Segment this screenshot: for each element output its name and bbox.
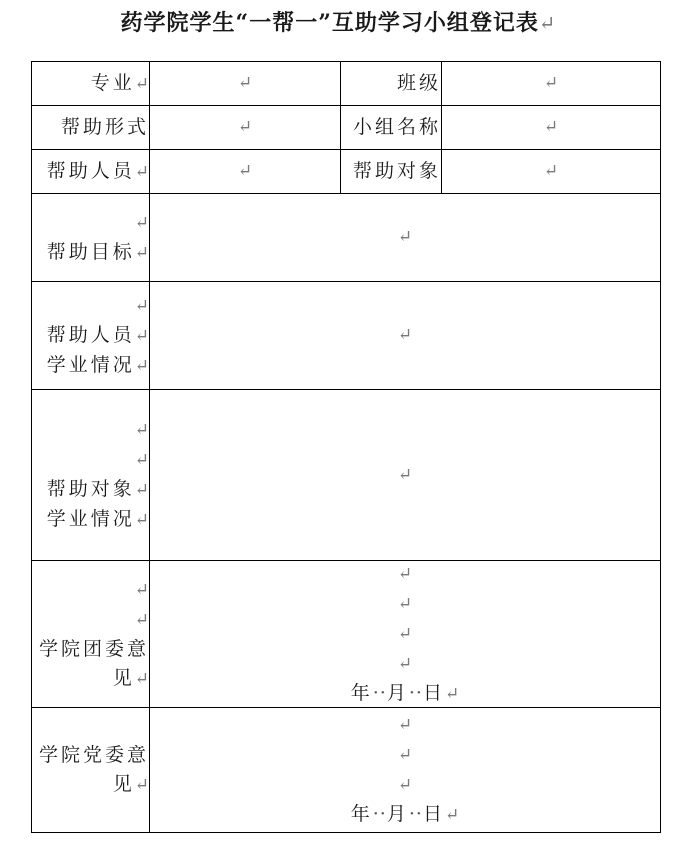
helpee-label: 帮助对象	[352, 160, 441, 182]
youth-league-opinion-label-line1: 学院团委意	[38, 637, 149, 660]
helpee-label-cell	[341, 150, 441, 193]
paragraph-mark-icon: ↵	[134, 420, 149, 440]
youth-league-opinion-label-line2: 见	[112, 666, 135, 689]
major-value-cell[interactable]	[150, 62, 340, 105]
date-line	[351, 679, 459, 709]
paragraph-mark-icon: ↵	[397, 624, 413, 644]
paragraph-mark-icon: ↵	[134, 73, 149, 94]
helper-academic-label-line1: 帮助人员	[46, 323, 135, 346]
paragraph-mark-icon: ↵	[134, 668, 149, 689]
date-year: 年	[350, 803, 373, 825]
paragraph-mark-icon: ↵	[237, 117, 253, 137]
paragraph-mark-icon: ↵	[134, 510, 149, 530]
paragraph-mark-icon: ↵	[397, 745, 413, 765]
date-separator: ··	[408, 682, 423, 704]
paragraph-mark-icon: ↵	[134, 161, 149, 182]
paragraph-mark-icon: ↵	[397, 715, 413, 735]
paragraph-mark-icon: ↵	[543, 73, 559, 93]
paragraph-mark-icon: ↵	[237, 73, 253, 93]
party-committee-opinion-value-cell[interactable]	[150, 708, 660, 832]
party-committee-opinion-label-cell	[32, 708, 149, 832]
help-form-value-cell[interactable]	[150, 106, 340, 149]
date-separator: ··	[372, 803, 387, 825]
paragraph-mark-icon: ↵	[397, 464, 413, 485]
date-month: 月	[386, 803, 409, 825]
paragraph-mark-icon: ↵	[397, 654, 413, 674]
major-label: 专业	[90, 71, 135, 94]
table-border-right	[660, 61, 661, 833]
group-name-label: 小组名称	[352, 116, 441, 138]
class-label-cell	[341, 62, 441, 105]
paragraph-mark-icon: ↵	[397, 564, 413, 584]
paragraph-mark-icon: ↵	[134, 579, 149, 600]
paragraph-mark-icon: ↵	[444, 805, 460, 825]
date-year: 年	[350, 682, 373, 704]
help-form-label: 帮助形式	[60, 116, 149, 138]
major-label-cell	[32, 62, 149, 105]
paragraph-mark-icon: ↵	[134, 450, 149, 470]
helper-academic-value-cell[interactable]	[150, 282, 660, 389]
paragraph-mark-icon: ↵	[134, 212, 149, 233]
helpee-academic-label-line2: 学业情况	[46, 508, 135, 530]
paragraph-mark-icon: ↵	[134, 295, 149, 316]
paragraph-mark-icon: ↵	[134, 480, 149, 500]
table-border-bottom	[31, 832, 661, 833]
paragraph-mark-icon: ↵	[134, 774, 149, 795]
paragraph-mark-icon: ↵	[134, 325, 149, 346]
date-day: 日	[422, 803, 445, 825]
helpee-academic-label-cell	[32, 390, 149, 560]
paragraph-mark-icon: ↵	[397, 325, 413, 345]
help-goal-label: 帮助目标	[46, 240, 135, 263]
youth-league-opinion-value-cell[interactable]	[150, 561, 660, 707]
paragraph-mark-icon: ↵	[397, 594, 413, 614]
helper-academic-label-cell	[32, 282, 149, 389]
helper-label: 帮助人员	[46, 159, 135, 182]
date-separator: ··	[372, 682, 387, 704]
help-goal-value-cell[interactable]	[150, 194, 660, 281]
youth-league-opinion-label-cell	[32, 561, 149, 707]
paragraph-mark-icon: ↵	[134, 242, 149, 263]
paragraph-mark-icon: ↵	[134, 609, 149, 630]
group-name-label-cell	[341, 106, 441, 149]
help-form-label-cell	[32, 106, 149, 149]
paragraph-mark-icon: ↵	[538, 12, 556, 35]
paragraph-mark-icon: ↵	[134, 355, 149, 376]
date-line	[351, 800, 459, 830]
helpee-value-cell[interactable]	[442, 150, 660, 193]
helper-label-cell	[32, 150, 149, 193]
party-committee-opinion-label-line2: 见	[112, 772, 135, 795]
helpee-academic-value-cell[interactable]	[150, 390, 660, 560]
form-title-text: 药学院学生“一帮一”互助学习小组登记表	[120, 10, 539, 36]
paragraph-mark-icon: ↵	[397, 775, 413, 795]
helper-value-cell[interactable]	[150, 150, 340, 193]
helpee-academic-label-line1: 帮助对象	[46, 478, 135, 500]
class-value-cell[interactable]	[442, 62, 660, 105]
paragraph-mark-icon: ↵	[397, 227, 413, 247]
party-committee-opinion-label-line1: 学院党委意	[38, 743, 149, 766]
helper-academic-label-line2: 学业情况	[46, 353, 135, 376]
group-name-value-cell[interactable]	[442, 106, 660, 149]
date-separator: ··	[408, 803, 423, 825]
help-goal-label-cell	[32, 194, 149, 281]
date-day: 日	[422, 682, 445, 704]
form-title	[0, 6, 676, 37]
class-label: 班级	[396, 72, 441, 94]
paragraph-mark-icon: ↵	[543, 161, 559, 181]
paragraph-mark-icon: ↵	[543, 117, 559, 137]
paragraph-mark-icon: ↵	[444, 684, 460, 704]
date-month: 月	[386, 682, 409, 704]
paragraph-mark-icon: ↵	[237, 161, 253, 181]
